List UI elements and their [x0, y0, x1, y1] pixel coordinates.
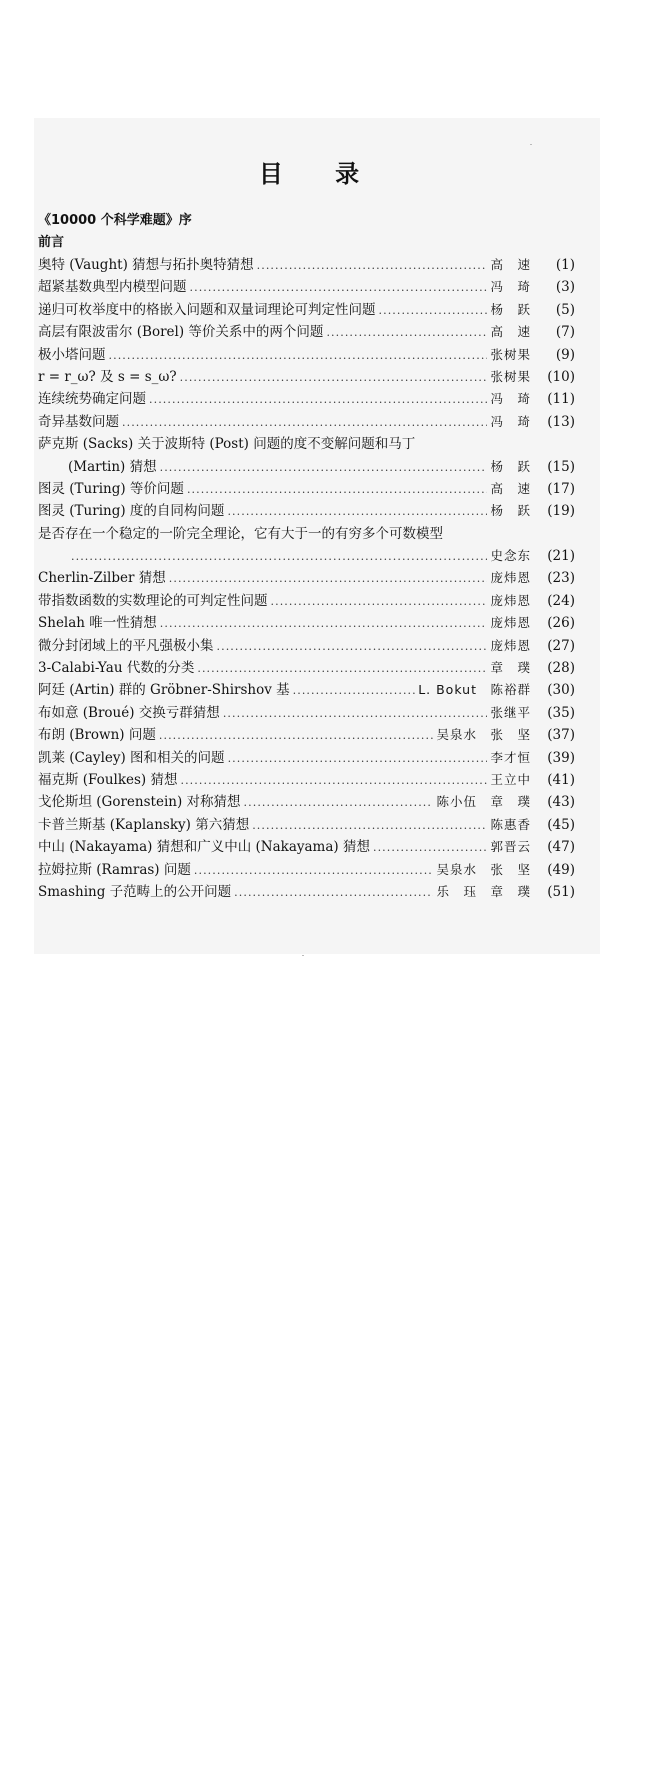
toc-entries — [38, 254, 575, 903]
toc-entry-author: 陈小伍 章 璞 — [436, 794, 531, 810]
toc-entry-title: Smashing 子范畴上的公开问题 — [38, 883, 232, 900]
dot-leader — [227, 501, 487, 523]
scan-speck — [530, 144, 532, 145]
dot-leader — [160, 613, 488, 635]
toc-entry-title: 布如意 (Broué) 交换亏群猜想 — [38, 704, 220, 721]
toc-entry-page: (9) — [555, 346, 575, 363]
toc-section-preface: 《10000 个科学难题》序 — [38, 213, 192, 228]
toc-entry-title: 福克斯 (Foulkes) 猜想 — [38, 771, 178, 788]
toc-entry[interactable] — [38, 388, 575, 410]
toc-entry-author: 高 速 — [490, 324, 531, 340]
toc-entry-title: 阿廷 (Artin) 群的 Gröbner-Shirshov 基 — [38, 682, 290, 699]
dot-leader — [180, 770, 487, 792]
toc-section-foreword: 前言 — [38, 235, 65, 250]
dot-leader — [187, 479, 488, 501]
toc-entry[interactable] — [38, 545, 575, 567]
toc-entry-title: 3-Calabi-Yau 代数的分类 — [38, 660, 195, 677]
toc-entry-author: 吴泉水 张 坚 — [436, 861, 531, 877]
toc-entry[interactable] — [38, 590, 575, 612]
toc-entry-author: 吴泉水 张 坚 — [436, 727, 531, 743]
toc-entry-author: 庞炜恩 — [490, 592, 531, 608]
toc-entry-page: (39) — [547, 749, 575, 766]
toc-entry-author: 张继平 — [490, 704, 531, 720]
toc-entry-title: 戈伦斯坦 (Gorenstein) 对称猜想 — [38, 794, 241, 811]
toc-entry-page: (28) — [547, 660, 575, 677]
toc-entry[interactable] — [38, 366, 575, 388]
toc-entry-page: (17) — [547, 480, 575, 497]
dot-leader — [160, 457, 488, 479]
toc-entry-author: 杨 跃 — [490, 503, 531, 519]
toc-entry-page: (5) — [555, 301, 575, 318]
dot-leader — [149, 389, 487, 411]
toc-entry[interactable] — [38, 814, 575, 836]
toc-entry-page: (24) — [547, 592, 575, 609]
toc-entry-title: 拉姆拉斯 (Ramras) 问题 — [38, 861, 191, 878]
toc-entry-author: 庞炜恩 — [490, 637, 531, 653]
toc-entry-title: 超紧基数典型内模型问题 — [38, 279, 187, 296]
toc-entry[interactable] — [38, 769, 575, 791]
toc-entry-title: 图灵 (Turing) 等价问题 — [38, 480, 184, 497]
toc-entry[interactable] — [38, 276, 575, 298]
toc-entry-author: 高 速 — [490, 257, 531, 272]
dot-leader — [223, 703, 488, 725]
toc-entry[interactable] — [38, 321, 575, 343]
toc-entry-author: 杨 跃 — [490, 301, 531, 317]
toc-entry[interactable] — [38, 612, 575, 634]
dot-leader — [190, 277, 488, 299]
toc-entry-title: 布朗 (Brown) 问题 — [38, 727, 156, 744]
toc-entry-page: (1) — [555, 257, 575, 273]
toc-entry-author: 张树果 — [490, 346, 531, 362]
toc-entry-page: (23) — [547, 570, 575, 587]
toc-entry-author: 庞炜恩 — [490, 570, 531, 586]
dot-leader — [180, 367, 488, 389]
toc-entry[interactable] — [38, 791, 575, 813]
toc-entry-author: 史念东 — [490, 548, 531, 564]
toc-entry-author: 冯 琦 — [490, 413, 531, 429]
table-of-contents — [38, 210, 575, 903]
toc-entry-page: (51) — [547, 883, 575, 900]
toc-entry-page: (43) — [547, 794, 575, 811]
toc-entry-page: (15) — [547, 458, 575, 475]
dot-leader — [197, 658, 487, 680]
toc-entry[interactable] — [38, 567, 575, 589]
toc-entry-page: (27) — [547, 637, 575, 654]
toc-entry-author: 杨 跃 — [490, 458, 531, 474]
scan-speck — [302, 955, 304, 956]
toc-entry[interactable] — [38, 747, 575, 769]
toc-entry-page: (47) — [547, 839, 575, 856]
toc-entry-author: 冯 琦 — [490, 279, 531, 295]
toc-entry[interactable] — [38, 478, 575, 500]
toc-entry-title: r = r_ω? 及 s = s_ω? — [38, 368, 177, 385]
toc-entry[interactable] — [38, 299, 575, 321]
dot-leader — [71, 546, 487, 568]
toc-entry-title: 带指数函数的实数理论的可判定性问题 — [38, 592, 268, 609]
toc-entry-author: 王立中 — [490, 771, 531, 787]
toc-entry-page: (41) — [547, 771, 575, 788]
toc-entry-title: 极小塔问题 — [38, 346, 106, 363]
toc-entry-page: (35) — [547, 704, 575, 721]
toc-entry-title-line[interactable]: 萨克斯 (Sacks) 关于波斯特 (Post) 问题的度不变解问题和马丁 — [38, 436, 416, 453]
toc-entry[interactable] — [38, 881, 575, 903]
toc-entry-author: 高 速 — [490, 480, 531, 496]
toc-entry-author: 章 璞 — [490, 660, 531, 676]
dot-leader — [159, 725, 434, 747]
dot-leader — [109, 345, 488, 367]
toc-entry-title: 中山 (Nakayama) 猜想和广义中山 (Nakayama) 猜想 — [38, 839, 370, 856]
toc-entry[interactable] — [38, 859, 575, 881]
toc-entry-title: 递归可枚举度中的格嵌入问题和双量词理论可判定性问题 — [38, 301, 376, 318]
dot-leader — [373, 837, 488, 859]
toc-entry-page: (26) — [547, 615, 575, 632]
toc-entry-author: 张树果 — [490, 368, 531, 384]
toc-entry-title: 奇异基数问题 — [38, 413, 119, 430]
dot-leader — [234, 882, 433, 904]
dot-leader — [326, 322, 487, 344]
dot-leader — [228, 748, 488, 770]
toc-entry-author: 乐 珏 章 璞 — [436, 883, 531, 899]
toc-entry-page: (3) — [555, 279, 575, 296]
toc-entry-title: 图灵 (Turing) 度的自同构问题 — [38, 503, 225, 520]
toc-entry-author: 郭晋云 — [490, 839, 531, 855]
toc-entry-author: 李才恒 — [490, 749, 531, 765]
dot-leader — [217, 636, 488, 658]
toc-entry-author: 陈惠香 — [490, 816, 531, 832]
toc-entry[interactable] — [38, 657, 575, 679]
toc-entry[interactable] — [38, 702, 575, 724]
dot-leader — [252, 815, 487, 837]
toc-entry[interactable] — [38, 456, 575, 478]
toc-entry-title: Shelah 唯一性猜想 — [38, 615, 157, 632]
dot-leader — [244, 792, 434, 814]
page-title: 目 录 — [258, 160, 382, 188]
toc-entry-title-line[interactable]: 是否存在一个稳定的一阶完全理论，它有大于一的有穷多个可数模型 — [38, 525, 443, 542]
toc-entry[interactable] — [38, 679, 575, 701]
toc-entry-title: 奥特 (Vaught) 猜想与拓扑奥特猜想 — [38, 257, 254, 273]
toc-entry-page: (49) — [547, 861, 575, 878]
dot-leader — [293, 680, 416, 702]
toc-entry-title: 连续统势确定问题 — [38, 391, 146, 408]
toc-entry-title: 卡普兰斯基 (Kaplansky) 第六猜想 — [38, 816, 250, 833]
toc-entry[interactable] — [38, 635, 575, 657]
toc-entry-page: (13) — [547, 413, 575, 430]
dot-leader — [122, 412, 487, 434]
dot-leader — [271, 591, 488, 613]
toc-entry[interactable] — [38, 724, 575, 746]
toc-entry-page: (21) — [547, 548, 575, 565]
dot-leader — [379, 300, 488, 322]
toc-entry-author: L. Bokut 陈裕群 — [418, 682, 531, 698]
toc-entry-title: Cherlin-Zilber 猜想 — [38, 570, 166, 587]
toc-entry[interactable] — [38, 254, 575, 276]
toc-entry-page: (30) — [547, 682, 575, 699]
toc-entry-title: 高层有限波雷尔 (Borel) 等价关系中的两个问题 — [38, 324, 324, 341]
dot-leader — [194, 860, 434, 882]
toc-entry-page: (7) — [555, 324, 575, 341]
toc-entry-page: (45) — [547, 816, 575, 833]
toc-entry-page: (19) — [547, 503, 575, 520]
toc-entry-title: 凯莱 (Cayley) 图和相关的问题 — [38, 749, 225, 766]
toc-entry[interactable] — [38, 344, 575, 366]
dot-leader — [169, 568, 488, 590]
toc-entry-continuation: (Martin) 猜想 — [68, 458, 157, 475]
toc-entry-page: (10) — [547, 368, 575, 385]
toc-entry[interactable] — [38, 500, 575, 522]
toc-entry[interactable] — [38, 836, 575, 858]
toc-entry-title: 微分封闭域上的平凡强极小集 — [38, 637, 214, 654]
toc-entry-page: (37) — [547, 727, 575, 744]
toc-entry-author: 庞炜恩 — [490, 615, 531, 631]
toc-entry-page: (11) — [547, 391, 575, 408]
toc-entry[interactable] — [38, 411, 575, 433]
dot-leader — [257, 255, 488, 277]
toc-entry-author: 冯 琦 — [490, 391, 531, 407]
